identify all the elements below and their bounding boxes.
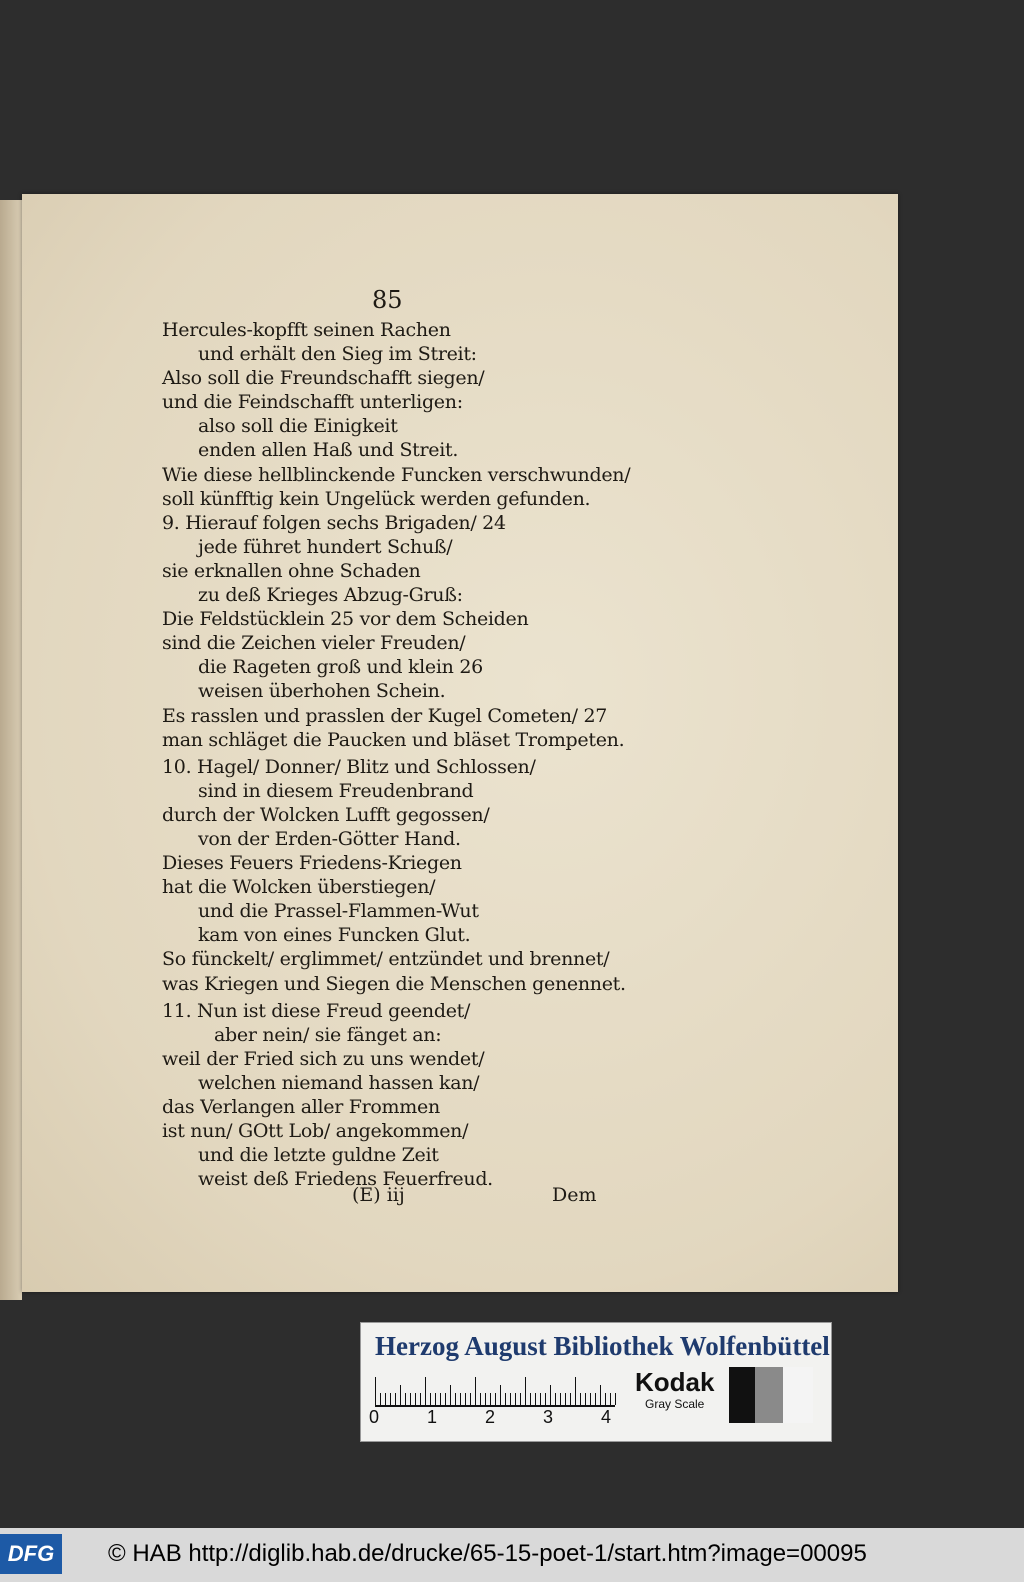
text-line: ist nun/ GOtt Lob/ angekommen/ <box>162 1120 469 1143</box>
text-line: was Kriegen und Siegen die Menschen genennet. <box>162 972 626 995</box>
ruler-tick <box>525 1377 526 1405</box>
ruler-tick <box>590 1393 591 1405</box>
ruler-tick <box>495 1393 496 1405</box>
ruler-tick <box>400 1385 401 1405</box>
text-line: weist deß Friedens Feuerfreud. <box>198 1168 493 1191</box>
text-line: zu deß Krieges Abzug-Gruß: <box>198 584 463 607</box>
ruler-tick <box>560 1393 561 1405</box>
text-line: 10. Hagel/ Donner/ Blitz und Schlossen/ <box>162 755 536 778</box>
ruler-tick <box>580 1393 581 1405</box>
ruler-numbers <box>369 1407 629 1431</box>
ruler-tick <box>460 1393 461 1405</box>
ruler-tick <box>520 1393 521 1405</box>
text-line: und die Prassel-Flammen-Wut <box>198 900 479 923</box>
ruler-tick <box>540 1393 541 1405</box>
text-line: jede führet hundert Schuß/ <box>198 535 453 558</box>
text-line: und erhält den Sieg im Streit: <box>198 343 477 366</box>
text-line: Hercules-kopfft seinen Rachen <box>162 319 451 341</box>
text-line: aber nein/ sie fänget an: <box>214 1023 442 1046</box>
text-line: durch der Wolcken Lufft gegossen/ <box>162 803 490 826</box>
text-line: Also soll die Freundschafft siegen/ <box>162 367 485 390</box>
ruler-tick <box>380 1393 381 1405</box>
ruler-tick <box>575 1377 576 1405</box>
ruler-tick <box>490 1393 491 1405</box>
ruler-tick <box>545 1393 546 1405</box>
ruler-tick <box>585 1393 586 1405</box>
text-line: sind die Zeichen vieler Freuden/ <box>162 632 466 655</box>
text-line: das Verlangen aller Frommen <box>162 1096 440 1118</box>
ruler-tick <box>425 1377 426 1405</box>
ruler-tick <box>375 1377 376 1405</box>
text-line: und die letzte guldne Zeit <box>198 1144 439 1167</box>
ruler-tick <box>410 1393 411 1405</box>
ruler-number: 1 <box>427 1407 438 1427</box>
ruler-tick <box>605 1393 606 1405</box>
text-line: Dieses Feuers Friedens-Kriegen <box>162 852 462 875</box>
text-line: welchen niemand hassen kan/ <box>198 1071 480 1094</box>
text-line: Die Feldstücklein 25 vor dem Scheiden <box>162 608 529 631</box>
ruler-number: 0 <box>369 1407 380 1427</box>
ruler-tick <box>600 1385 601 1405</box>
ruler-tick <box>500 1385 501 1405</box>
library-name: Herzog August Bibliothek Wolfenbüttel <box>375 1331 830 1361</box>
text-line: weil der Fried sich zu uns wendet/ <box>162 1047 485 1070</box>
kodak-logo: Kodak <box>635 1367 715 1397</box>
gray-swatch-mid <box>755 1367 783 1423</box>
ruler-tick <box>430 1393 431 1405</box>
ruler-tick <box>535 1393 536 1405</box>
ruler-tick <box>405 1393 406 1405</box>
footer-bar <box>0 1528 1024 1582</box>
text-line: sind in diesem Freudenbrand <box>198 779 474 802</box>
text-line: 11. Nun ist diese Freud geendet/ <box>162 999 471 1022</box>
signature-mark: (E) iij <box>352 1184 405 1206</box>
page-text <box>162 318 722 1191</box>
ruler-tick <box>565 1393 566 1405</box>
ruler-number: 2 <box>485 1407 496 1427</box>
ruler-tick <box>385 1393 386 1405</box>
ruler-tick <box>435 1393 436 1405</box>
text-line: man schläget die Paucken und bläset Trompeten. <box>162 728 625 751</box>
book-page <box>22 194 898 1292</box>
ruler-tick <box>415 1393 416 1405</box>
ruler-tick <box>450 1385 451 1405</box>
text-line: also soll die Einigkeit <box>198 415 398 438</box>
ruler-tick <box>465 1393 466 1405</box>
ruler-tick <box>395 1393 396 1405</box>
ruler-tick <box>515 1393 516 1405</box>
text-line: soll künfftig kein Ungelück werden gefunden. <box>162 487 591 510</box>
ruler <box>375 1375 615 1407</box>
catchword: Dem <box>552 1184 597 1206</box>
ruler-tick <box>550 1385 551 1405</box>
text-line: weisen überhohen Schein. <box>198 680 446 703</box>
ruler-number: 3 <box>543 1407 554 1427</box>
ruler-tick <box>595 1393 596 1405</box>
ruler-tick <box>555 1393 556 1405</box>
ruler-tick <box>530 1393 531 1405</box>
ruler-tick <box>615 1393 616 1405</box>
gray-swatch-dark <box>729 1367 755 1423</box>
facing-page-edge <box>0 200 22 1300</box>
ruler-tick <box>470 1393 471 1405</box>
ruler-tick <box>510 1393 511 1405</box>
text-line: kam von eines Funcken Glut. <box>198 924 471 947</box>
ruler-tick <box>445 1393 446 1405</box>
ruler-tick <box>485 1393 486 1405</box>
copyright-link[interactable]: © HAB http://diglib.hab.de/drucke/65-15-poet-1/start.htm?image=00095 <box>108 1540 867 1567</box>
ruler-tick <box>475 1377 476 1405</box>
ruler-tick <box>455 1393 456 1405</box>
ruler-tick <box>570 1393 571 1405</box>
ruler-tick <box>390 1393 391 1405</box>
ruler-tick <box>505 1393 506 1405</box>
text-line: sie erknallen ohne Schaden <box>162 559 421 582</box>
text-line: 9. Hierauf folgen sechs Brigaden/ 24 <box>162 511 506 534</box>
text-line: von der Erden-Götter Hand. <box>198 827 461 850</box>
text-line: und die Feindschafft unterligen: <box>162 391 463 414</box>
text-line: die Rageten groß und klein 26 <box>198 656 483 679</box>
ruler-tick <box>440 1393 441 1405</box>
text-line: hat die Wolcken überstiegen/ <box>162 876 436 899</box>
text-line: Wie diese hellblinckende Funcken verschwunden/ <box>162 463 631 486</box>
ruler-tick <box>420 1393 421 1405</box>
text-line: So fünckelt/ erglimmet/ entzündet und brennet/ <box>162 948 610 971</box>
dfg-logo[interactable]: DFG <box>0 1534 62 1574</box>
ruler-number: 4 <box>601 1407 612 1427</box>
gray-scale-label: Gray Scale <box>645 1397 705 1411</box>
page-number: 85 <box>372 286 403 314</box>
ruler-tick <box>610 1393 611 1405</box>
ruler-tick <box>480 1393 481 1405</box>
color-calibration-card <box>360 1322 832 1442</box>
text-line: enden allen Haß und Streit. <box>198 439 459 462</box>
gray-swatch-light <box>783 1367 813 1423</box>
text-line: Es rasslen und prasslen der Kugel Cometen/ 27 <box>162 704 608 727</box>
